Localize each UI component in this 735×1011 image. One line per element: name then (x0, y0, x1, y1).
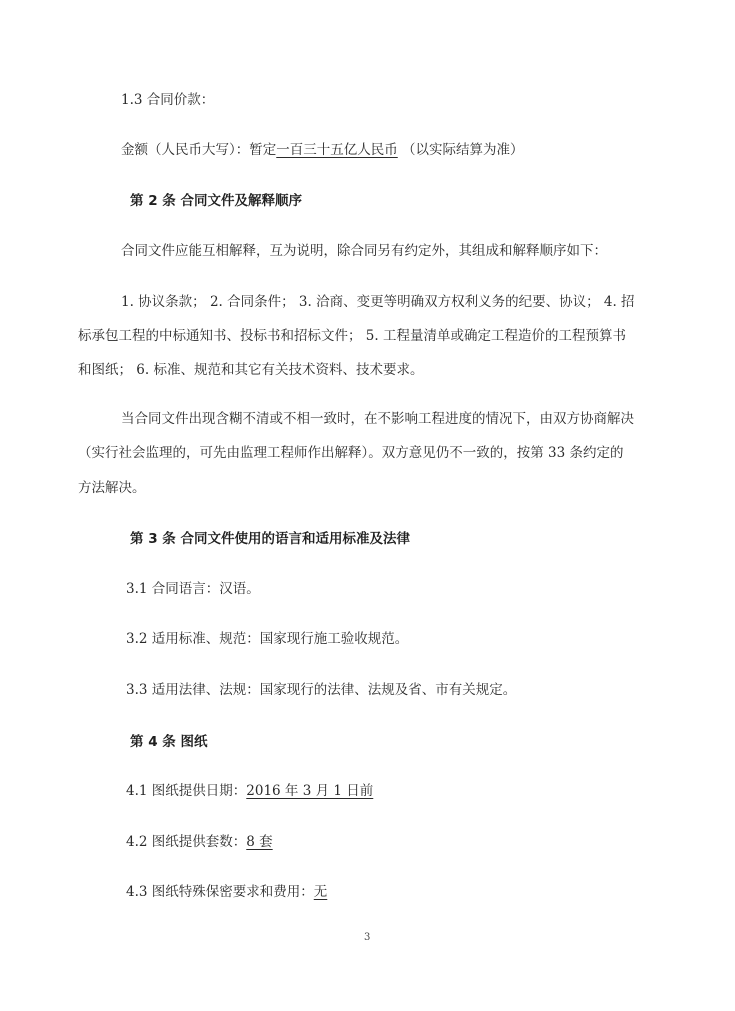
clause-4-3 (126, 883, 327, 901)
clause-4-1-label: 4.1 图纸提供日期： (126, 783, 247, 799)
article-3-heading: 第 3 条 合同文件使用的语言和适用标准及法律 (130, 531, 410, 547)
clause-4-3-value: 无 (313, 884, 328, 900)
clause-3-2: 3.2 适用标准、规范：国家现行施工验收规范。 (126, 631, 409, 647)
article-2-list-line-1: 1. 协议条款； 2. 合同条件； 3. 洽商、变更等明确双方权利义务的纪要、协议； 4. 招 (121, 294, 635, 310)
clause-4-3-label: 4.3 图纸特殊保密要求和费用： (126, 884, 314, 900)
contract-amount-line (121, 141, 524, 159)
clause-4-1 (126, 782, 373, 800)
amount-value: 一百三十五亿人民币 (276, 142, 398, 158)
clause-4-2 (126, 833, 273, 851)
clause-3-1: 3.1 合同语言：汉语。 (126, 581, 260, 597)
amount-suffix: （以实际结算为准） (402, 142, 524, 158)
clause-1-3-title: 1.3 合同价款： (121, 92, 215, 108)
clause-4-2-value: 8 套 (246, 834, 273, 850)
clause-4-1-value: 2016 年 3 月 1 日前 (246, 783, 374, 799)
article-4-heading: 第 4 条 图纸 (130, 734, 208, 750)
page-number: 3 (364, 932, 371, 943)
article-2-intro: 合同文件应能互相解释，互为说明，除合同另有约定外，其组成和解释顺序如下： (121, 243, 607, 259)
article-2-list-line-2: 标承包工程的中标通知书、投标书和招标文件； 5. 工程量清单或确定工程造价的工程预算书 (78, 328, 626, 344)
article-2-para-line-1: 当合同文件出现含糊不清或不相一致时，在不影响工程进度的情况下，由双方协商解决 (121, 411, 634, 427)
clause-3-3: 3.3 适用法律、法规：国家现行的法律、法规及省、市有关规定。 (126, 682, 517, 698)
article-2-para-line-3: 方法解决。 (78, 480, 146, 496)
article-2-para-line-2: （实行社会监理的，可先由监理工程师作出解释）。双方意见仍不一致的，按第 33 条约定的 (78, 445, 624, 461)
article-2-list-line-3: 和图纸； 6. 标准、规范和其它有关技术资料、技术要求。 (78, 362, 424, 378)
amount-prefix: 金额（人民币大写）：暂定 (121, 142, 277, 158)
article-2-heading: 第 2 条 合同文件及解释顺序 (130, 193, 302, 209)
clause-4-2-label: 4.2 图纸提供套数： (126, 834, 247, 850)
